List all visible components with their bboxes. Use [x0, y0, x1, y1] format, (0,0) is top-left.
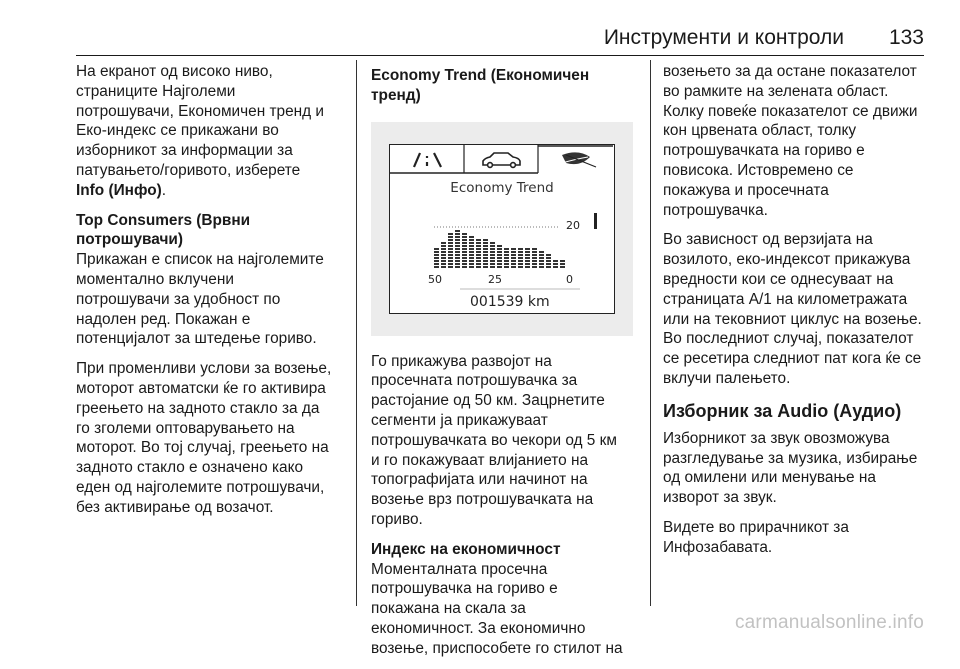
trend-bar-segment — [532, 257, 537, 259]
see-manual-paragraph: Видете во прирачникот за Инфозабавата. — [663, 518, 849, 556]
trend-bar-segment — [462, 245, 467, 247]
trend-bar-segment — [441, 248, 446, 250]
trend-bar-segment — [469, 239, 474, 241]
trend-bar-segment — [532, 260, 537, 262]
trend-bar-segment — [483, 248, 488, 250]
column-middle — [371, 62, 633, 669]
scroll-indicator[interactable] — [594, 213, 597, 229]
trend-bar-segment — [441, 254, 446, 256]
trend-bar-segment — [448, 260, 453, 262]
audio-menu-heading: Изборник за Audio (Аудио) — [663, 400, 902, 421]
lane-icon[interactable] — [414, 153, 441, 167]
odometer-value: 001539 km — [470, 293, 550, 310]
trend-bar-segment — [518, 257, 523, 259]
trend-bar-segment — [448, 242, 453, 244]
trend-bar-segment — [504, 251, 509, 253]
version-paragraph: Во зависност од верзијата на возилото, еко-индексот прикажува вредности кои се однесуваат на страницата A/1 на километражата или на тековниот циклус на возење. Во последниот случај, показателот се ресетира следниот пат кога ќе се вклучи палењето. — [663, 231, 922, 387]
trend-bar-segment — [462, 263, 467, 265]
trend-bar-segment — [434, 257, 439, 259]
trend-bar-segment — [476, 266, 481, 268]
trend-bar-segment — [525, 251, 530, 253]
trend-bar-segment — [490, 248, 495, 250]
trend-bar-segment — [490, 254, 495, 256]
trend-bar-segment — [546, 260, 551, 262]
trend-bar-segment — [448, 263, 453, 265]
trend-bar-segment — [462, 233, 467, 235]
trend-bar-segment — [455, 251, 460, 253]
trend-bar-segment — [462, 260, 467, 262]
trend-bar-segment — [497, 260, 502, 262]
trend-bar-segment — [532, 251, 537, 253]
trend-bar-segment — [441, 257, 446, 259]
trend-bar-segment — [462, 242, 467, 244]
trend-bar-segment — [448, 245, 453, 247]
trend-bar-segment — [490, 257, 495, 259]
trend-bar-segment — [469, 257, 474, 259]
trend-bar-segment — [490, 260, 495, 262]
trend-bars — [434, 230, 565, 268]
trend-bar-segment — [469, 254, 474, 256]
trend-bar-segment — [511, 266, 516, 268]
trend-bar-segment — [483, 263, 488, 265]
trend-bar-segment — [511, 257, 516, 259]
trend-bar-segment — [462, 236, 467, 238]
trend-bar-segment — [560, 260, 565, 262]
watermark: carmanualsonline.info — [734, 612, 924, 633]
info-menu-label: Info (Инфо) — [76, 181, 162, 199]
eco-index-paragraph: Моменталната просечна потрошувачка на гориво е покажана на скала за економичност. За економично возење, приспособете го стилот на — [371, 560, 623, 657]
trend-bar-segment — [511, 251, 516, 253]
trend-bar-segment — [469, 251, 474, 253]
trend-bar-segment — [532, 266, 537, 268]
trend-bar-segment — [518, 251, 523, 253]
trend-bar-segment — [434, 266, 439, 268]
trend-bar-segment — [560, 263, 565, 265]
display-graphics — [390, 145, 613, 312]
trend-bar-segment — [518, 260, 523, 262]
trend-bar-segment — [469, 248, 474, 250]
trend-bar-segment — [476, 260, 481, 262]
trend-bar-segment — [476, 257, 481, 259]
display-screen — [389, 144, 615, 314]
trend-bar-segment — [490, 242, 495, 244]
trend-bar-segment — [546, 257, 551, 259]
trend-bar-segment — [504, 266, 509, 268]
trend-bar-segment — [476, 245, 481, 247]
trend-bar-segment — [511, 260, 516, 262]
trend-bar-segment — [539, 257, 544, 259]
trend-bar-segment — [497, 263, 502, 265]
trend-bar-segment — [483, 245, 488, 247]
trend-bar-segment — [441, 242, 446, 244]
trend-bar-segment — [462, 239, 467, 241]
scale-label-50: 50 — [428, 272, 442, 286]
trend-bar-segment — [525, 257, 530, 259]
trend-bar-segment — [476, 263, 481, 265]
trend-bar-segment — [511, 248, 516, 250]
trend-bar-segment — [546, 254, 551, 256]
trend-bar-segment — [469, 260, 474, 262]
page-number: 133 — [888, 26, 924, 49]
trend-bar-segment — [441, 266, 446, 268]
trend-bar-segment — [525, 254, 530, 256]
leaf-icon[interactable] — [562, 152, 596, 167]
trend-bar-segment — [448, 257, 453, 259]
trend-bar-segment — [504, 248, 509, 250]
trend-bar-segment — [532, 254, 537, 256]
column-divider — [650, 60, 651, 606]
trend-bar-segment — [560, 266, 565, 268]
trend-bar-segment — [441, 251, 446, 253]
header-title: Инструменти и контроли — [603, 26, 844, 49]
trend-bar-segment — [553, 263, 558, 265]
trend-bar-segment — [504, 254, 509, 256]
trend-bar-segment — [518, 266, 523, 268]
trend-bar-segment — [525, 263, 530, 265]
trend-bar-segment — [497, 266, 502, 268]
scale-top-label: 20 — [566, 218, 580, 232]
trend-bar-segment — [483, 239, 488, 241]
trend-bar-segment — [462, 254, 467, 256]
trend-bar-segment — [434, 263, 439, 265]
scale-label-0: 0 — [566, 272, 573, 286]
trend-bar-segment — [455, 236, 460, 238]
rear-window-paragraph: При променливи услови за возење, моторот автоматски ќе го активира греењето на задното стакло за да го зголеми оптоварувањето на моторот. Во тој случај, греењето на задното стакло е означено како еден од најголемите потрошувачи, без активирање од возачот. — [76, 360, 332, 516]
eco-index-continued: возењето за да остане показателот во рамките на зелената област. Колку повеќе показателот се движи кон црвената област, толку потрошувачката на гориво е повисока. Истовремено се покажува и просечната потрошувачка. — [663, 63, 918, 219]
trend-bar-segment — [497, 251, 502, 253]
trend-bar-segment — [483, 254, 488, 256]
trend-bar-segment — [511, 254, 516, 256]
trend-bar-segment — [455, 230, 460, 232]
trend-bar-segment — [539, 263, 544, 265]
trend-bar-segment — [518, 254, 523, 256]
trend-bar-segment — [539, 254, 544, 256]
trend-bar-segment — [476, 239, 481, 241]
intro-paragraph: На екранот од високо ниво, страниците Најголеми потрошувачи, Економичен тренд и Еко-индекс се прикажани во изборникот за информации за патувањето/горивото, изберете Info (Инфо). — [76, 63, 325, 199]
trend-bar-segment — [455, 260, 460, 262]
trend-bar-segment — [539, 251, 544, 253]
trend-bar-segment — [476, 254, 481, 256]
trend-bar-segment — [546, 263, 551, 265]
trend-bar-segment — [462, 266, 467, 268]
trend-bar-segment — [525, 248, 530, 250]
trend-bar-segment — [462, 248, 467, 250]
header-rule — [76, 55, 924, 56]
trend-bar-segment — [455, 257, 460, 259]
trend-bar-segment — [434, 251, 439, 253]
trend-bar-segment — [497, 248, 502, 250]
trend-bar-segment — [476, 248, 481, 250]
trend-bar-segment — [441, 263, 446, 265]
economy-trend-figure — [371, 122, 633, 336]
trend-bar-segment — [455, 242, 460, 244]
trend-bar-segment — [490, 263, 495, 265]
trend-bar-segment — [532, 263, 537, 265]
trend-bar-segment — [441, 245, 446, 247]
trend-bar-segment — [539, 266, 544, 268]
trend-bar-segment — [469, 245, 474, 247]
trend-bar-segment — [448, 236, 453, 238]
scale-label-25: 25 — [488, 272, 502, 286]
trend-bar-segment — [476, 242, 481, 244]
car-icon[interactable] — [483, 153, 520, 167]
trend-bar-segment — [490, 251, 495, 253]
trend-bar-segment — [476, 251, 481, 253]
trend-bar-segment — [553, 266, 558, 268]
trend-bar-segment — [455, 245, 460, 247]
trend-bar-segment — [469, 266, 474, 268]
trend-bar-segment — [497, 257, 502, 259]
top-consumers-paragraph: Прикажан е список на најголемите моментално вклучени потрошувачи за удобност по надолен ред. Покажан е потенцијалот за штедење гориво. — [76, 251, 324, 348]
trend-bar-segment — [504, 260, 509, 262]
trend-bar-segment — [434, 254, 439, 256]
column-right — [663, 62, 929, 568]
trend-bar-segment — [511, 263, 516, 265]
trend-bar-segment — [525, 266, 530, 268]
trend-bar-segment — [483, 242, 488, 244]
trend-bar-segment — [448, 248, 453, 250]
trend-bar-segment — [539, 260, 544, 262]
trend-bar-segment — [518, 248, 523, 250]
trend-bar-segment — [469, 242, 474, 244]
trend-bar-segment — [504, 263, 509, 265]
economy-trend-heading: Economy Trend (Економичен тренд) — [371, 67, 590, 104]
trend-bar-segment — [455, 254, 460, 256]
column-left — [76, 62, 348, 528]
top-consumers-heading: Top Consumers (Врвни потрошувачи) — [76, 211, 251, 249]
trend-bar-segment — [483, 260, 488, 262]
trend-bar-segment — [497, 245, 502, 247]
screen-title: Economy Trend — [450, 179, 554, 196]
trend-bar-segment — [525, 260, 530, 262]
trend-bar-segment — [532, 248, 537, 250]
page-header — [0, 0, 960, 56]
trend-bar-segment — [448, 251, 453, 253]
trend-bar-segment — [518, 263, 523, 265]
trend-bar-segment — [546, 266, 551, 268]
eco-index-heading: Индекс на економичност — [371, 540, 561, 558]
trend-bar-segment — [497, 254, 502, 256]
trend-bar-segment — [448, 233, 453, 235]
column-divider — [356, 60, 357, 606]
trend-bar-segment — [434, 260, 439, 262]
trend-bar-segment — [448, 239, 453, 241]
trend-bar-segment — [455, 263, 460, 265]
trend-bar-segment — [469, 236, 474, 238]
trend-bar-segment — [462, 257, 467, 259]
trend-bar-segment — [504, 257, 509, 259]
trend-bar-segment — [455, 248, 460, 250]
trend-bar-segment — [469, 263, 474, 265]
trend-bar-segment — [448, 254, 453, 256]
trend-bar-segment — [455, 233, 460, 235]
audio-menu-paragraph: Изборникот за звук овозможува разгледување за музика, избирање од омилени или менување на изворот за звук. — [663, 429, 918, 507]
trend-bar-segment — [434, 248, 439, 250]
trend-bar-segment — [553, 260, 558, 262]
trend-bar-segment — [490, 245, 495, 247]
trend-bar-segment — [441, 260, 446, 262]
trend-bar-segment — [483, 257, 488, 259]
trend-description: Го прикажува развојот на просечната потрошувачка за растојание од 50 км. Зацрнетите сегменти ја прикажуваат потрошувачката во чекори од 5 км и го покажуваат влијанието на топографијата или начинот на возење врз потрошувачката на гориво. — [371, 352, 617, 528]
trend-bar-segment — [483, 266, 488, 268]
trend-bar-segment — [455, 239, 460, 241]
trend-bar-segment — [455, 266, 460, 268]
trend-bar-segment — [462, 251, 467, 253]
trend-bar-segment — [490, 266, 495, 268]
trend-bar-segment — [483, 251, 488, 253]
trend-bar-segment — [448, 266, 453, 268]
